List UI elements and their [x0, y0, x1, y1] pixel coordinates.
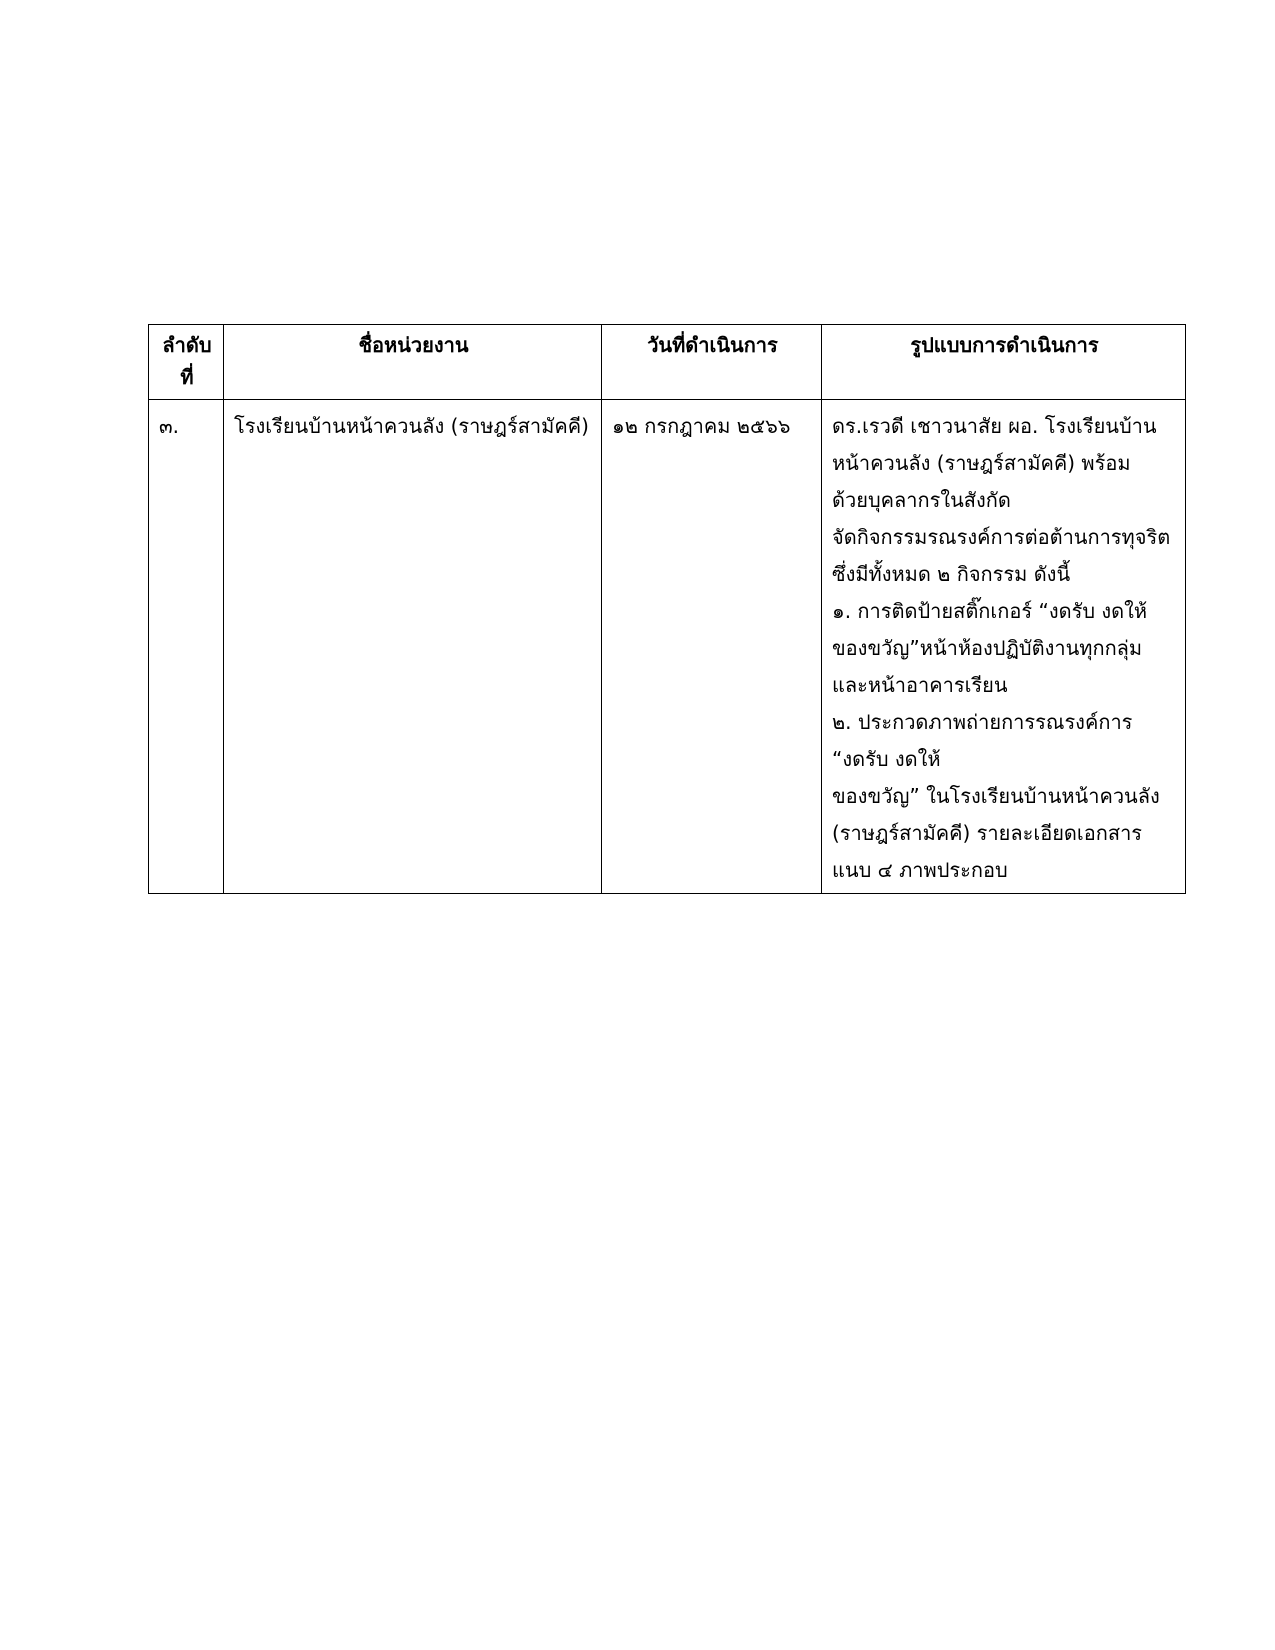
header-no: [149, 325, 224, 400]
detail-line: (ราษฎร์สามัคคี) รายละเอียดเอกสาร: [832, 821, 1143, 845]
header-no-line-2: ที่: [180, 365, 194, 389]
cell-unit: โรงเรียนบ้านหน้าควนลัง (ราษฎร์สามัคคี): [224, 400, 602, 894]
detail-line: หน้าควนลัง (ราษฎร์สามัคคี) พร้อม: [832, 451, 1131, 475]
detail-line: แนบ ๔ ภาพประกอบ: [832, 858, 1008, 882]
table-row: [149, 400, 1186, 894]
header-detail: รูปแบบการดำเนินการ: [822, 325, 1186, 400]
detail-line: ด้วยบุคลากรในสังกัด: [832, 488, 1011, 512]
detail-line: ๒. ประกวดภาพถ่ายการรณรงค์การ: [832, 710, 1133, 734]
detail-line: “งดรับ งดให้: [832, 747, 941, 771]
detail-line: และหน้าอาคารเรียน: [832, 673, 1008, 697]
detail-line: ๑. การติดป้ายสติ๊กเกอร์ “งดรับ งดให้: [832, 599, 1148, 623]
header-no-line-1: ลำดับ: [162, 333, 212, 357]
detail-line: ซึ่งมีทั้งหมด ๒ กิจกรรม ดังนี้: [832, 562, 1071, 586]
cell-date: ๑๒ กรกฎาคม ๒๕๖๖: [602, 400, 822, 894]
header-unit: ชื่อหน่วยงาน: [224, 325, 602, 400]
detail-line: ดร.เรวดี เชาวนาสัย ผอ. โรงเรียนบ้าน: [832, 414, 1157, 438]
cell-detail: [822, 400, 1186, 894]
activity-table: [148, 324, 1186, 894]
header-date: วันที่ดำเนินการ: [602, 325, 822, 400]
detail-line: ของขวัญ”หน้าห้องปฏิบัติงานทุกกลุ่ม: [832, 636, 1143, 660]
detail-line: ของขวัญ” ในโรงเรียนบ้านหน้าควนลัง: [832, 784, 1160, 808]
detail-line: จัดกิจกรรมรณรงค์การต่อต้านการทุจริต: [832, 525, 1171, 549]
cell-no: ๓.: [149, 400, 224, 894]
table-header-row: [149, 325, 1186, 400]
